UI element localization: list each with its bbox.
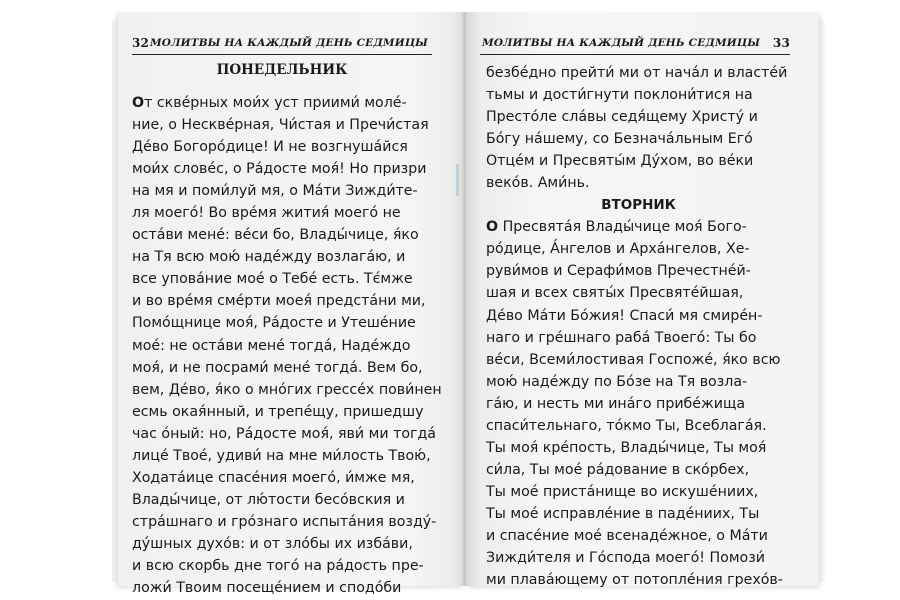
text-line: ложи́ Твоим посеще́нием и сподо́би — [132, 580, 402, 597]
text-line: наго и гре́шнаго раба́ Твоего́: Ты бо — [486, 329, 757, 346]
text-line: Ты мое́ исправле́ние в паде́ниих, Ты — [486, 505, 760, 522]
text-line: От скве́рных мои́х уст приими́ моле́- — [132, 95, 407, 111]
text-line: и спасе́ние мое́ всенаде́жное, о Ма́ти — [486, 527, 768, 544]
text-line: стра́шнаго и гро́знаго испыта́ния возду́- — [132, 513, 437, 530]
right-page-number: 33 — [772, 36, 790, 50]
text-line: Де́во Ма́ти Бо́жия! Спаси́ мя смире́н- — [486, 307, 763, 324]
left-body-text — [132, 92, 442, 599]
text-line: руви́мов и Серафи́мов Пречестне́й- — [486, 263, 751, 280]
left-section-heading: ПОНЕДЕЛЬНИК — [216, 62, 348, 78]
text-line: на Тя всю мою́ наде́жду возлага́ю, и — [132, 249, 406, 266]
text-line: мои́х слове́с, о Ра́досте моя́! Но призри — [132, 161, 427, 178]
text-line: Престо́ле сла́вы седя́щему Христу́ и — [486, 109, 758, 126]
text-line: Де́во Богоро́дице! И не возгнуша́йся — [132, 139, 408, 156]
right-page — [466, 12, 818, 589]
open-book — [118, 12, 826, 597]
text-line: безбе́дно прейти́ ми от нача́л и власте́й — [486, 65, 788, 81]
right-running-title: МОЛИТВЫ НА КАЖДЫЙ ДЕНЬ СЕДМИЦЫ — [482, 37, 761, 49]
text-line: мое́: не оста́ви мене́ тогда́, Наде́ждо — [132, 337, 411, 354]
text-line: Ходата́ице спасе́ния моего́, и́мже мя, — [132, 469, 415, 486]
right-text-prayer — [486, 216, 791, 591]
text-line: Зижди́теля и Го́спода моего́! Помози́ — [486, 550, 766, 567]
text-line: на мя и поми́луй мя, о Ма́ти Зижди́те- — [132, 183, 418, 200]
text-line: ду́шных духо́в: и от зло́бы их изба́ви, — [132, 535, 413, 552]
text-line: моя́, и не посрами́ мене́ тогда́. Вем бо, — [132, 359, 423, 376]
text-line: тьмы и дости́гнути поклони́тися на — [486, 87, 753, 104]
text-line: ро́дице, А́нгелов и Арха́нгелов, Хе- — [486, 241, 750, 258]
text-line: си́ла, Ты мое́ ра́дование в ско́рбех, — [486, 461, 750, 478]
text-line: есмь окая́нный, и трепе́щу, пришедшу — [132, 403, 424, 420]
text-line: Ты моя́ кре́пость, Влады́чице, Ты моя́ — [486, 439, 767, 456]
text-line: оста́ви мене́: ве́си бо, Влады́чице, я́ко — [132, 227, 419, 244]
text-line: ние, о Нескве́рная, Чи́стая и Пречи́стая — [132, 117, 429, 134]
text-line: и всю скорбь дне того́ на ра́дость пре- — [132, 557, 424, 574]
text-line: Бо́гу на́шему, со Безнача́льным Его́ — [486, 131, 753, 148]
left-page-number: 32 — [132, 36, 150, 50]
text-line: Отце́м и Пресвяты́м Ду́хом, во ве́ки — [486, 153, 754, 170]
text-line: Ты мое́ приста́нище во искуше́ниих, — [486, 483, 759, 500]
text-line: час о́ный: но, Ра́досте моя́, яви́ ми тогда́ — [132, 425, 436, 442]
text-line: и во вре́мя сме́рти моея́ предста́ни ми, — [132, 293, 426, 310]
left-running-head — [132, 36, 432, 55]
text-line: вем, Де́во, я́ко о мно́гих грессе́х пови́нен — [132, 381, 442, 398]
text-line: шая и всех святы́х Пресвяте́йшая, — [486, 285, 744, 302]
text-line: лице́ Твое́, удиви́ на мне ми́лость Твою́, — [132, 447, 431, 464]
right-running-head — [480, 36, 790, 55]
text-line: веко́в. Ами́нь. — [486, 175, 590, 192]
text-line: все упова́ние мое́ о Тебе́ есть. Тє́мже — [132, 271, 413, 288]
text-line: Влады́чице, от лю́тости бесо́вския и — [132, 491, 405, 508]
text-line: ля моего́! Во вре́мя жития́ моего́ не — [132, 205, 401, 222]
text-line: Помо́щнице моя́, Ра́досте и Утеше́ние — [132, 315, 416, 332]
text-line: мою́ наде́жду по Бо́зе на Тя возла- — [486, 373, 748, 390]
text-line: О Пресвята́я Влады́чице моя́ Бого- — [486, 219, 747, 236]
left-running-title: МОЛИТВЫ НА КАЖДЫЙ ДЕНЬ СЕДМИЦЫ — [149, 37, 428, 49]
right-section-heading: ВТОРНИК — [601, 197, 676, 214]
text-line: спаси́тельнаго, то́кмо Ты, Всеблага́я. — [486, 417, 767, 434]
right-text-continuation — [486, 62, 791, 194]
text-line: ве́си, Всеми́лостивая Госпоже́, я́ко всю — [486, 351, 781, 368]
ribbon-bookmark — [456, 164, 459, 196]
text-line: ми плава́ющему от потопле́ния грехо́в- — [486, 572, 783, 589]
right-body-text — [486, 62, 791, 591]
text-line: га́ю, и несть ми ина́го прибе́жища — [486, 395, 746, 412]
left-page — [118, 12, 464, 597]
